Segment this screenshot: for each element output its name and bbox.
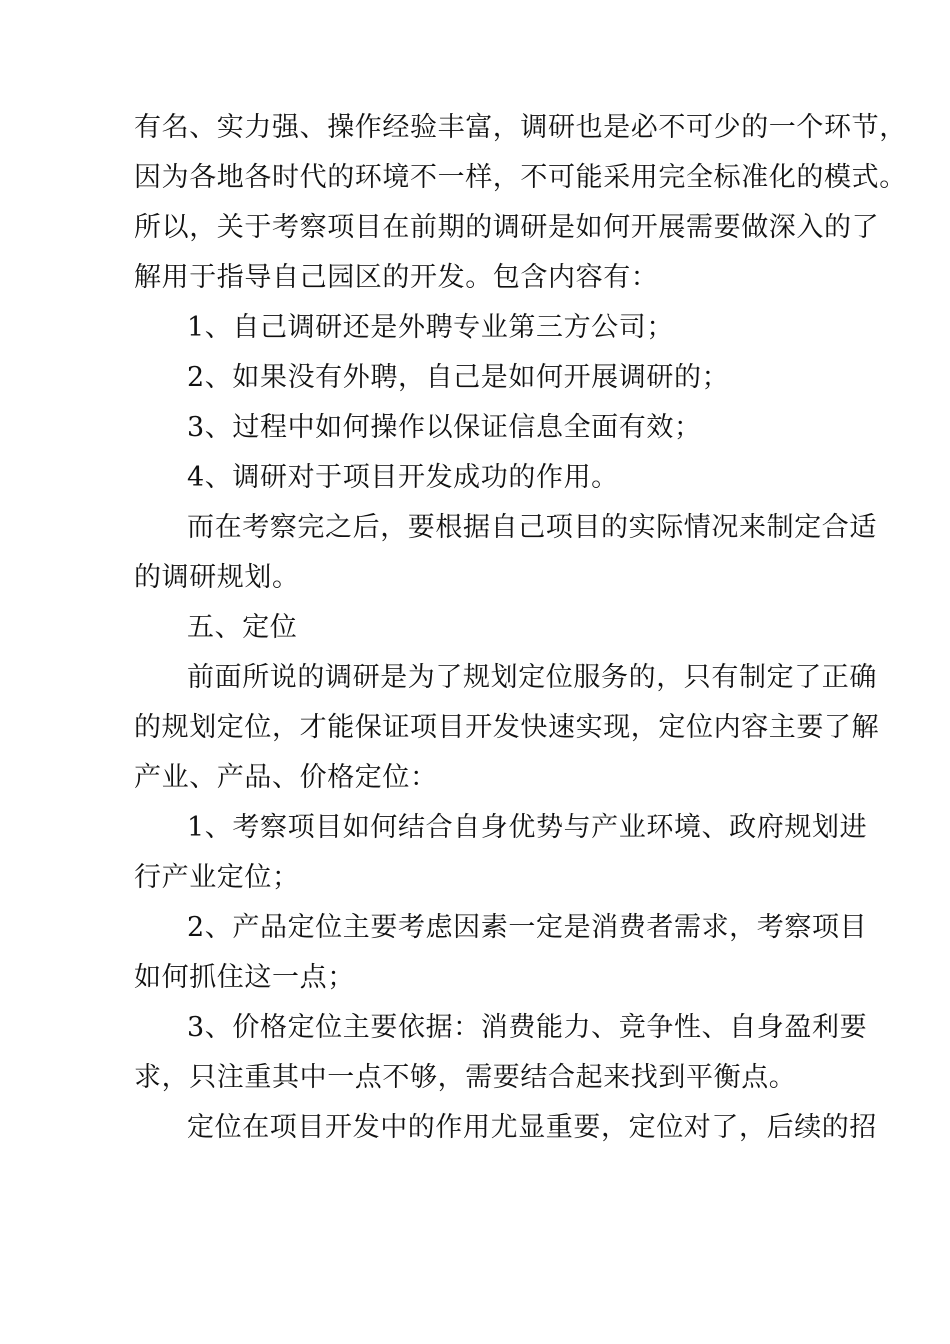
list-item: 1、考察项目如何结合自身优势与产业环境、政府规划进: [187, 812, 868, 843]
list-item-continuation: 行产业定位；: [134, 862, 300, 893]
paragraph-line: 产业、产品、价格定位：: [134, 762, 438, 793]
text-line: 有名、实力强、操作经验丰富，调研也是必不可少的一个环节，: [134, 112, 907, 143]
list-item: 3、价格定位主要依据：消费能力、竞争性、自身盈利要: [187, 1012, 868, 1043]
text-line: 解用于指导自己园区的开发。包含内容有：: [134, 262, 659, 293]
paragraph-line: 前面所说的调研是为了规划定位服务的，只有制定了正确: [187, 662, 877, 693]
text-line: 因为各地各时代的环境不一样，不可能采用完全标准化的模式。: [134, 162, 907, 193]
list-item: 2、产品定位主要考虑因素一定是消费者需求，考察项目: [187, 912, 868, 943]
paragraph-line: 的调研规划。: [134, 562, 300, 593]
list-item: 2、如果没有外聘，自己是如何开展调研的；: [187, 362, 730, 393]
paragraph-line: 而在考察完之后，要根据自己项目的实际情况来制定合适: [187, 512, 877, 543]
list-item-continuation: 如何抓住这一点；: [134, 962, 355, 993]
section-heading: 五、定位: [187, 612, 298, 643]
list-item: 3、过程中如何操作以保证信息全面有效；: [187, 412, 702, 443]
paragraph-line: 定位在项目开发中的作用尤显重要，定位对了，后续的招: [187, 1112, 877, 1143]
list-item-continuation: 求，只注重其中一点不够，需要结合起来找到平衡点。: [134, 1062, 797, 1093]
list-item: 1、自己调研还是外聘专业第三方公司；: [187, 312, 674, 343]
list-item: 4、调研对于项目开发成功的作用。: [187, 462, 619, 493]
paragraph-line: 的规划定位，才能保证项目开发快速实现，定位内容主要了解: [134, 712, 880, 743]
text-line: 所以，关于考察项目在前期的调研是如何开展需要做深入的了: [134, 212, 880, 243]
